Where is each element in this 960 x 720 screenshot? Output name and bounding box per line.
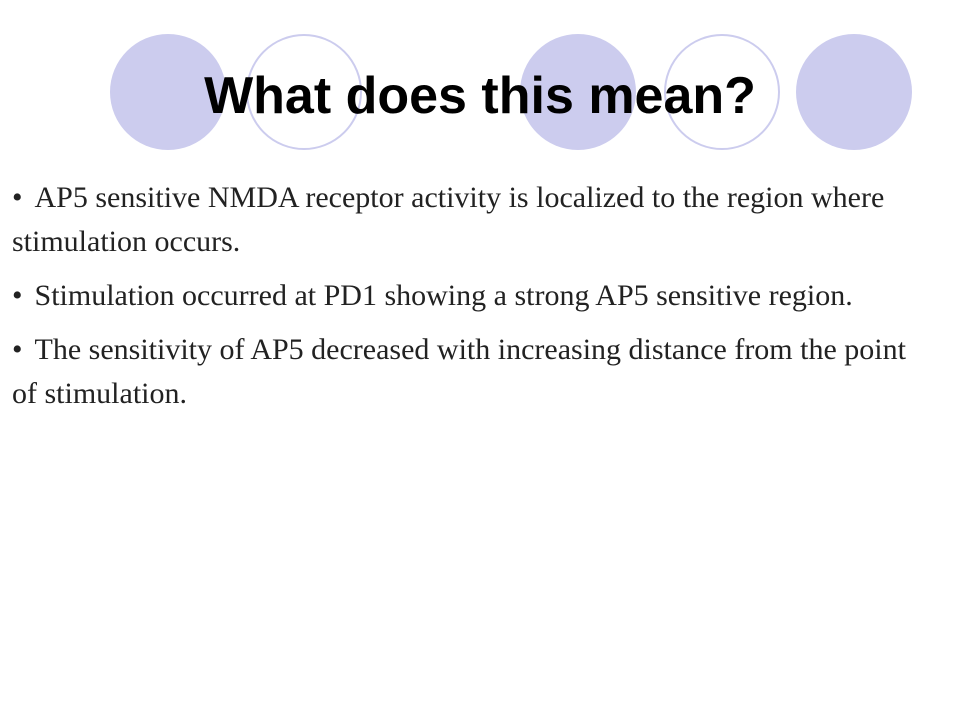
bullet-icon: • bbox=[12, 333, 23, 366]
bullet-text: AP5 sensitive NMDA receptor activity is localized to the region where stimulation occurs. bbox=[12, 181, 885, 258]
slide-title: What does this mean? bbox=[204, 67, 756, 125]
bullet-icon: • bbox=[12, 181, 23, 214]
bullet-item bbox=[12, 328, 932, 416]
bullet-item bbox=[12, 274, 932, 318]
bullet-icon: • bbox=[12, 279, 23, 312]
bullet-item bbox=[12, 176, 932, 264]
bullet-text: The sensitivity of AP5 decreased with increasing distance from the point of stimulation. bbox=[12, 333, 906, 410]
bullet-text: Stimulation occurred at PD1 showing a strong AP5 sensitive region. bbox=[34, 279, 853, 312]
bullet-list bbox=[12, 176, 932, 426]
